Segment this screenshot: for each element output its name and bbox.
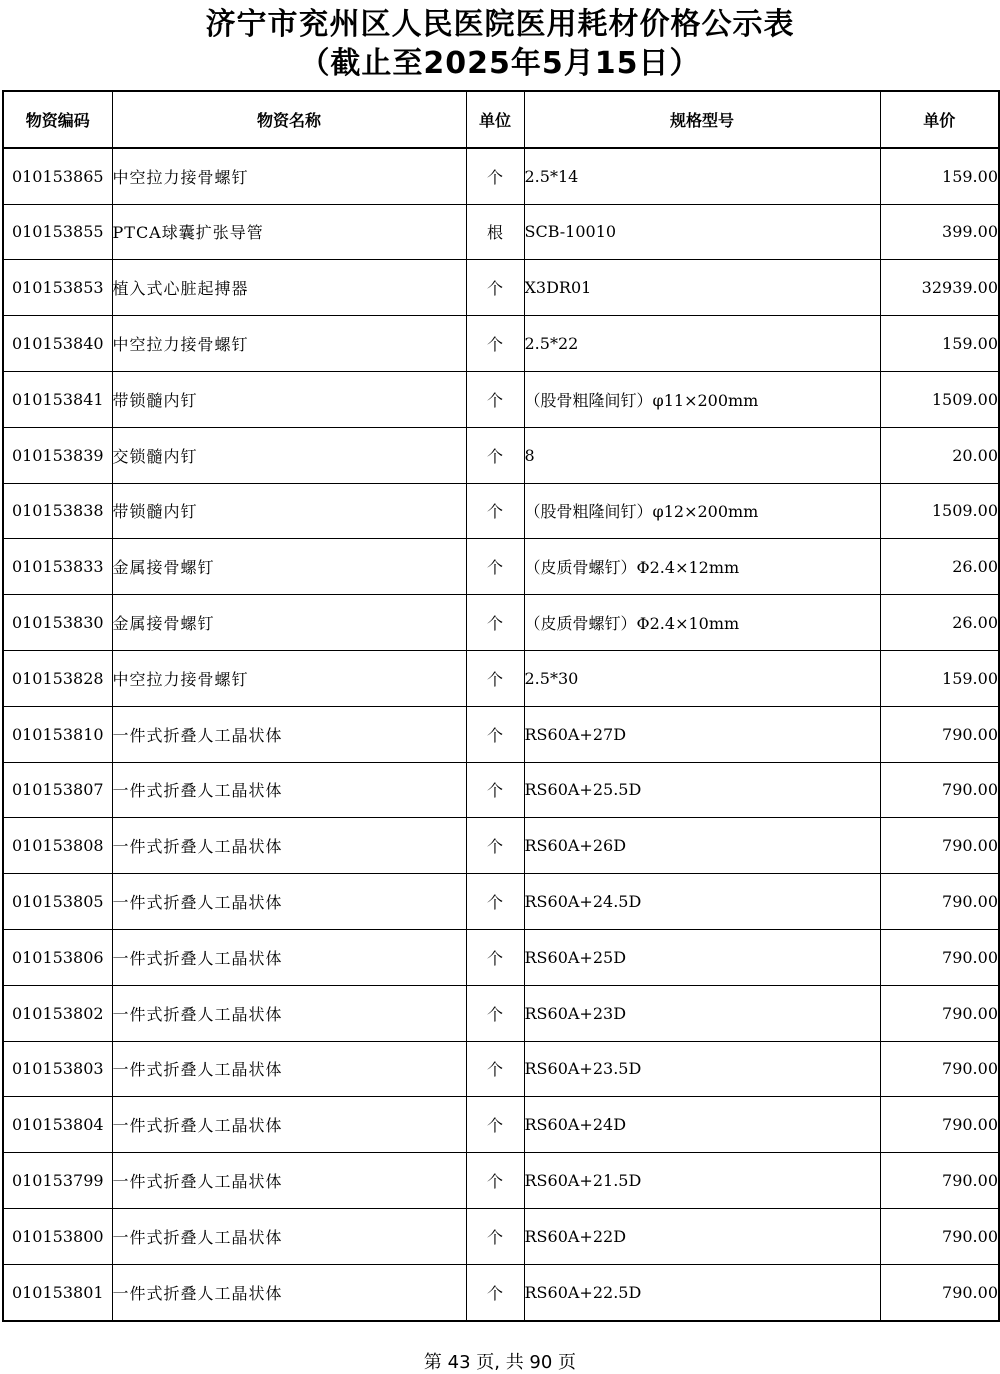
table-row: [3, 929, 999, 985]
table-row: [3, 260, 999, 316]
cell-unit: 个: [466, 148, 524, 204]
table-row: [3, 762, 999, 818]
table-row: [3, 650, 999, 706]
cell-spec: RS60A+23.5D: [524, 1041, 880, 1097]
cell-price: 790.00: [880, 1097, 999, 1153]
table-row: [3, 204, 999, 260]
cell-price: 26.00: [880, 539, 999, 595]
table-row: [3, 706, 999, 762]
cell-name: 一件式折叠人工晶状体: [112, 1153, 466, 1209]
cell-unit: 个: [466, 1041, 524, 1097]
table-row: [3, 1153, 999, 1209]
cell-code: 010153808: [3, 818, 112, 874]
cell-name: 金属接骨螺钉: [112, 595, 466, 651]
cell-code: 010153800: [3, 1208, 112, 1264]
cell-unit: 个: [466, 1097, 524, 1153]
table-row: [3, 316, 999, 372]
cell-spec: RS60A+26D: [524, 818, 880, 874]
cell-price: 20.00: [880, 427, 999, 483]
table-row: [3, 427, 999, 483]
cell-spec: （股骨粗隆间钉）φ11×200mm: [524, 371, 880, 427]
cell-spec: RS60A+27D: [524, 706, 880, 762]
column-header-spec: 规格型号: [524, 91, 880, 148]
cell-spec: RS60A+24.5D: [524, 874, 880, 930]
table-row: [3, 818, 999, 874]
table-row: [3, 148, 999, 204]
cell-price: 159.00: [880, 316, 999, 372]
cell-price: 159.00: [880, 148, 999, 204]
column-header-price: 单价: [880, 91, 999, 148]
cell-name: 一件式折叠人工晶状体: [112, 929, 466, 985]
cell-name: 一件式折叠人工晶状体: [112, 1041, 466, 1097]
cell-unit: 个: [466, 371, 524, 427]
cell-code: 010153853: [3, 260, 112, 316]
cell-unit: 个: [466, 762, 524, 818]
cell-spec: （皮质骨螺钉）Φ2.4×10mm: [524, 595, 880, 651]
page-subtitle-date: （截止至2025年5月15日）: [299, 46, 701, 81]
cell-price: 790.00: [880, 1208, 999, 1264]
cell-spec: 2.5*30: [524, 650, 880, 706]
cell-name: 金属接骨螺钉: [112, 539, 466, 595]
cell-spec: RS60A+25.5D: [524, 762, 880, 818]
cell-code: 010153801: [3, 1264, 112, 1320]
cell-spec: RS60A+22.5D: [524, 1264, 880, 1320]
cell-name: PTCA球囊扩张导管: [112, 204, 466, 260]
cell-code: 010153838: [3, 483, 112, 539]
column-header-unit: 单位: [466, 91, 524, 148]
cell-spec: X3DR01: [524, 260, 880, 316]
cell-price: 790.00: [880, 706, 999, 762]
cell-unit: 个: [466, 1264, 524, 1320]
price-table: [2, 90, 1000, 1322]
cell-name: 植入式心脏起搏器: [112, 260, 466, 316]
table-row: [3, 1041, 999, 1097]
table-row: [3, 371, 999, 427]
cell-code: 010153830: [3, 595, 112, 651]
cell-code: 010153833: [3, 539, 112, 595]
cell-price: 790.00: [880, 762, 999, 818]
table-row: [3, 1097, 999, 1153]
cell-code: 010153802: [3, 985, 112, 1041]
cell-spec: RS60A+24D: [524, 1097, 880, 1153]
cell-spec: SCB-10010: [524, 204, 880, 260]
cell-price: 790.00: [880, 874, 999, 930]
table-row: [3, 1208, 999, 1264]
table-row: [3, 874, 999, 930]
cell-code: 010153803: [3, 1041, 112, 1097]
cell-code: 010153839: [3, 427, 112, 483]
cell-unit: 个: [466, 1208, 524, 1264]
cell-name: 中空拉力接骨螺钉: [112, 650, 466, 706]
cell-price: 790.00: [880, 929, 999, 985]
cell-price: 790.00: [880, 1153, 999, 1209]
column-header-name: 物资名称: [112, 91, 466, 148]
cell-name: 带锁髓内钉: [112, 483, 466, 539]
cell-name: 交锁髓内钉: [112, 427, 466, 483]
cell-name: 中空拉力接骨螺钉: [112, 148, 466, 204]
table-row: [3, 483, 999, 539]
cell-spec: RS60A+21.5D: [524, 1153, 880, 1209]
cell-price: 1509.00: [880, 371, 999, 427]
cell-code: 010153805: [3, 874, 112, 930]
cell-code: 010153865: [3, 148, 112, 204]
cell-price: 159.00: [880, 650, 999, 706]
cell-unit: 个: [466, 874, 524, 930]
cell-name: 一件式折叠人工晶状体: [112, 1208, 466, 1264]
cell-price: 1509.00: [880, 483, 999, 539]
cell-unit: 个: [466, 706, 524, 762]
cell-spec: （股骨粗隆间钉）φ12×200mm: [524, 483, 880, 539]
table-row: [3, 985, 999, 1041]
column-header-code: 物资编码: [3, 91, 112, 148]
cell-spec: （皮质骨螺钉）Φ2.4×12mm: [524, 539, 880, 595]
cell-unit: 个: [466, 650, 524, 706]
cell-unit: 个: [466, 1153, 524, 1209]
cell-name: 一件式折叠人工晶状体: [112, 706, 466, 762]
cell-unit: 个: [466, 316, 524, 372]
cell-spec: RS60A+25D: [524, 929, 880, 985]
cell-code: 010153799: [3, 1153, 112, 1209]
cell-code: 010153804: [3, 1097, 112, 1153]
table-row: [3, 539, 999, 595]
cell-price: 790.00: [880, 985, 999, 1041]
cell-spec: RS60A+22D: [524, 1208, 880, 1264]
cell-code: 010153855: [3, 204, 112, 260]
cell-unit: 个: [466, 985, 524, 1041]
cell-price: 790.00: [880, 1041, 999, 1097]
table-body: [3, 148, 999, 1321]
page-title: 济宁市兖州区人民医院医用耗材价格公示表: [205, 7, 795, 42]
cell-code: 010153810: [3, 706, 112, 762]
cell-unit: 根: [466, 204, 524, 260]
cell-name: 一件式折叠人工晶状体: [112, 874, 466, 930]
table-row: [3, 1264, 999, 1320]
cell-name: 一件式折叠人工晶状体: [112, 818, 466, 874]
cell-spec: 8: [524, 427, 880, 483]
page-footer: 第 43 页, 共 90 页: [423, 1352, 577, 1373]
cell-unit: 个: [466, 818, 524, 874]
cell-unit: 个: [466, 539, 524, 595]
table-header-row: [3, 91, 999, 148]
cell-price: 399.00: [880, 204, 999, 260]
cell-code: 010153807: [3, 762, 112, 818]
cell-unit: 个: [466, 260, 524, 316]
cell-spec: RS60A+23D: [524, 985, 880, 1041]
cell-code: 010153828: [3, 650, 112, 706]
cell-spec: 2.5*14: [524, 148, 880, 204]
cell-unit: 个: [466, 929, 524, 985]
cell-name: 一件式折叠人工晶状体: [112, 762, 466, 818]
cell-name: 带锁髓内钉: [112, 371, 466, 427]
table-row: [3, 595, 999, 651]
cell-price: 790.00: [880, 1264, 999, 1320]
cell-code: 010153841: [3, 371, 112, 427]
cell-name: 中空拉力接骨螺钉: [112, 316, 466, 372]
cell-unit: 个: [466, 427, 524, 483]
cell-price: 32939.00: [880, 260, 999, 316]
cell-code: 010153806: [3, 929, 112, 985]
cell-price: 790.00: [880, 818, 999, 874]
cell-name: 一件式折叠人工晶状体: [112, 1264, 466, 1320]
cell-name: 一件式折叠人工晶状体: [112, 1097, 466, 1153]
cell-unit: 个: [466, 595, 524, 651]
cell-spec: 2.5*22: [524, 316, 880, 372]
cell-name: 一件式折叠人工晶状体: [112, 985, 466, 1041]
cell-code: 010153840: [3, 316, 112, 372]
cell-unit: 个: [466, 483, 524, 539]
cell-price: 26.00: [880, 595, 999, 651]
